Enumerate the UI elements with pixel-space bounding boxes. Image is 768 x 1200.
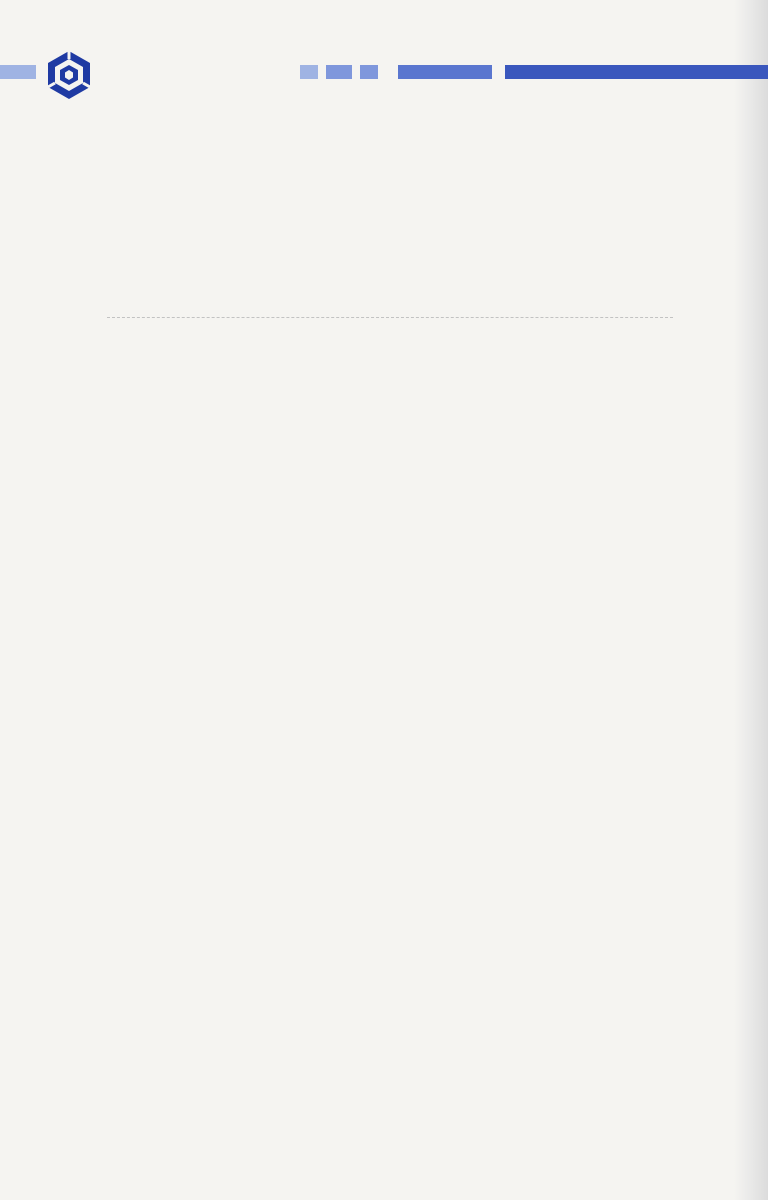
header-bar (360, 65, 378, 79)
hexagon-logo-icon (42, 48, 96, 102)
page-header (0, 40, 768, 110)
table-of-contents (107, 302, 673, 318)
header-bar (326, 65, 352, 79)
header-bar (0, 65, 36, 79)
header-bar (300, 65, 318, 79)
section-title (107, 314, 673, 318)
page-edge-shadow (734, 0, 768, 1200)
header-bar (505, 65, 768, 79)
header-bar (398, 65, 492, 79)
